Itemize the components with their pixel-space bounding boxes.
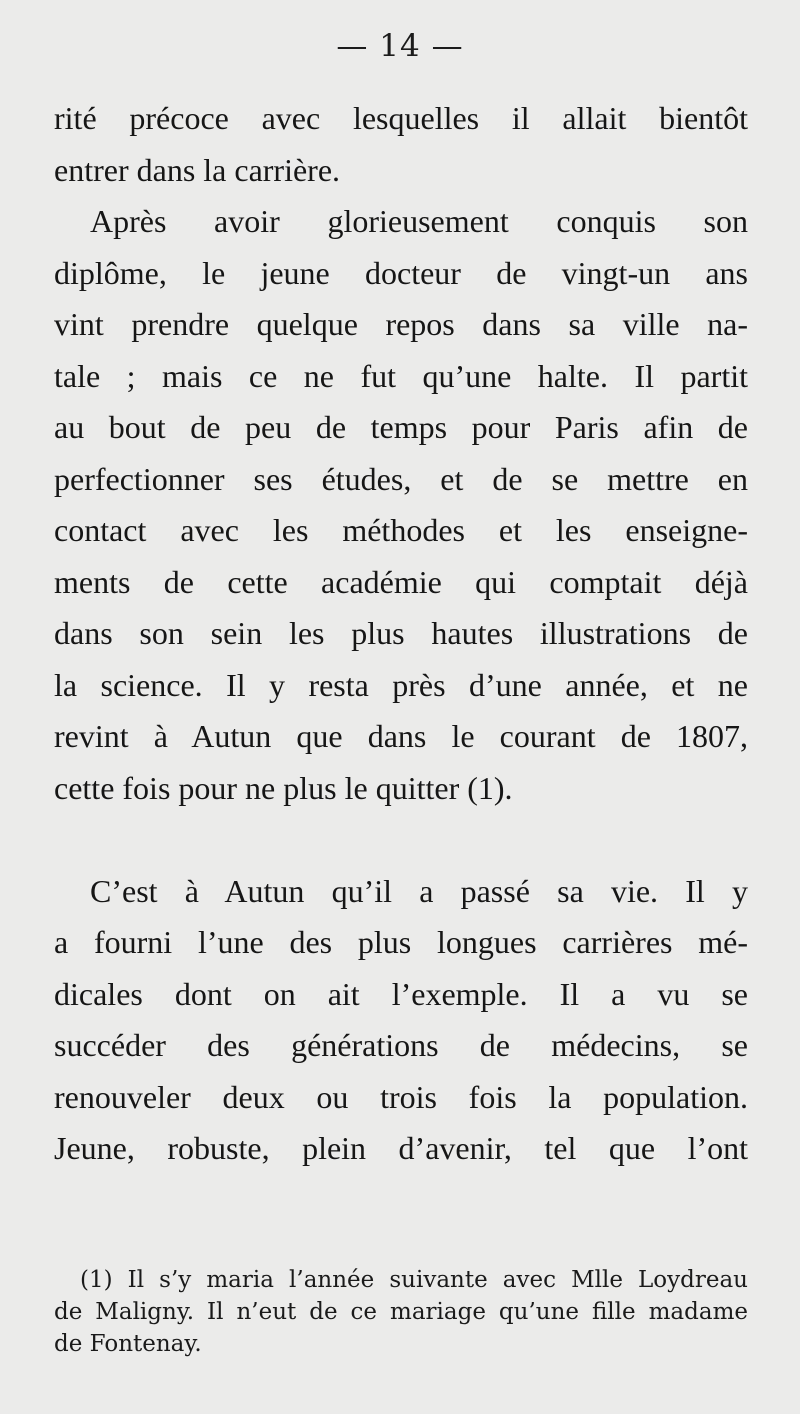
page-number: — 14 — bbox=[336, 28, 464, 64]
text-line: vint prendre quelque repos dans sa ville na- bbox=[54, 306, 748, 342]
text-line: revint à Autun que dans le courant de 1807, bbox=[54, 718, 748, 754]
text-line: diplôme, le jeune docteur de vingt-un ans bbox=[54, 254, 748, 291]
text-line: ments de cette académie qui comptait déjà bbox=[54, 563, 748, 600]
text-line: a fourni l’une des plus longues carrières mé- bbox=[54, 924, 748, 960]
text-line: dans son sein les plus hautes illustrations de bbox=[54, 615, 748, 651]
text-line: la science. Il y resta près d’une année, et ne bbox=[54, 666, 748, 703]
text-line: Jeune, robuste, plein d’avenir, tel que l’ont bbox=[54, 1130, 748, 1166]
text-line: tale ; mais ce ne fut qu’une halte. Il partit bbox=[54, 357, 748, 394]
text-line: rité précoce avec lesquelles il allait bientôt bbox=[54, 100, 748, 136]
text-line: dicales dont on ait l’exemple. Il a vu se bbox=[54, 975, 748, 1012]
text-line: Après avoir glorieusement conquis son bbox=[90, 203, 748, 239]
text-line: au bout de peu de temps pour Paris afin de bbox=[54, 409, 748, 445]
footnote bbox=[54, 1264, 748, 1360]
body-text bbox=[54, 93, 748, 1175]
paragraph-gap bbox=[54, 814, 748, 866]
text-line: perfectionner ses études, et de se mettre en bbox=[54, 460, 748, 497]
text-line: C’est à Autun qu’il a passé sa vie. Il y bbox=[90, 872, 748, 909]
text-line: entrer dans la carrière. bbox=[54, 151, 341, 188]
text-line: renouveler deux ou trois fois la population. bbox=[54, 1078, 748, 1115]
text-line: contact avec les méthodes et les enseigne- bbox=[54, 512, 748, 548]
footnote-line: (1) Il s’y maria l’année suivante avec Mlle Loydreau bbox=[80, 1267, 748, 1293]
text-line: succéder des générations de médecins, se bbox=[54, 1027, 748, 1063]
footnote-line: de Maligny. Il n’eut de ce mariage qu’une fille madame bbox=[54, 1299, 748, 1325]
footnote-line: de Fontenay. bbox=[54, 1331, 202, 1357]
text-line: cette fois pour ne plus le quitter (1). bbox=[54, 769, 513, 806]
